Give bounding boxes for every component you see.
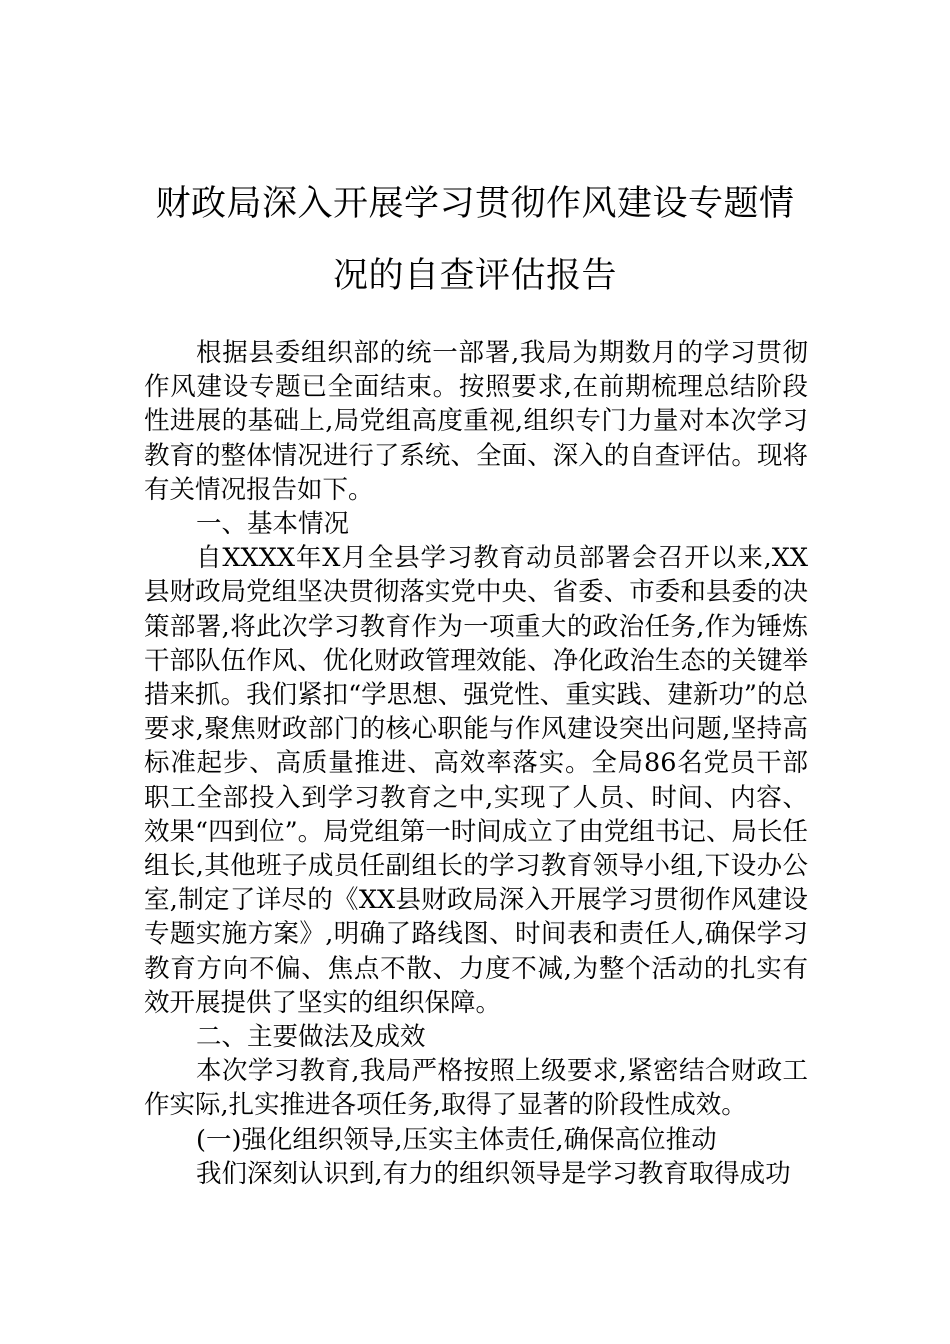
title-line-2: 况的自查评估报告 — [332, 256, 617, 296]
section-heading-main-practices: 二、主要做法及成效 — [196, 1022, 426, 1053]
document-title — [140, 168, 810, 312]
subsection-heading-1: (一)强化组织领导,压实主体责任,确保高位推动 — [196, 1124, 717, 1155]
section-heading-basic-situation: 一、基本情况 — [196, 509, 350, 540]
title-line-1: 财政局深入开展学习贯彻作风建设专题情 — [155, 184, 795, 224]
basic-situation-paragraph: 自XXXX年X月全县学习教育动员部署会召开以来,XX县财政局党组坚决贯彻落实党中央、省委、市委和县委的决策部署,将此次学习教育作为一项重大的政治任务,作为锤炼干部队伍作风、优化财政管理效能、净化政治生态的关键举措来抓。我们紧扣“学思想、强党性、重实践、建新功”的总要求,聚焦财政部门的核心职能与作风建设突出问题,坚持高标准起步、高质量推进、高效率落实。全局86名党员干部职工全部投入到学习教育之中,实现了人员、时间、内容、效果“四到位”。局党组第一时间成立了由党组书记、局长任组长,其他班子成员任副组长的学习教育领导小组,下设办公室,制定了详尽的《XX县财政局深入开展学习贯彻作风建设专题实施方案》,明确了路线图、时间表和责任人,确保学习教育方向不偏、焦点不散、力度不减,为整个活动的扎实有效开展提供了坚实的组织保障。 — [144, 543, 808, 1018]
main-practices-paragraph: 本次学习教育,我局严格按照上级要求,紧密结合财政工作实际,扎实推进各项任务,取得了显著的阶段性成效。 — [144, 1056, 808, 1121]
subsection-1-paragraph: 我们深刻认识到,有力的组织领导是学习教育取得成功 — [196, 1158, 791, 1189]
document-body — [144, 336, 808, 1191]
intro-paragraph: 根据县委组织部的统一部署,我局为期数月的学习贯彻作风建设专题已全面结束。按照要求,在前期梳理总结阶段性进展的基础上,局党组高度重视,组织专门力量对本次学习教育的整体情况进行了系统、全面、深入的自查评估。现将有关情况报告如下。 — [144, 338, 808, 505]
